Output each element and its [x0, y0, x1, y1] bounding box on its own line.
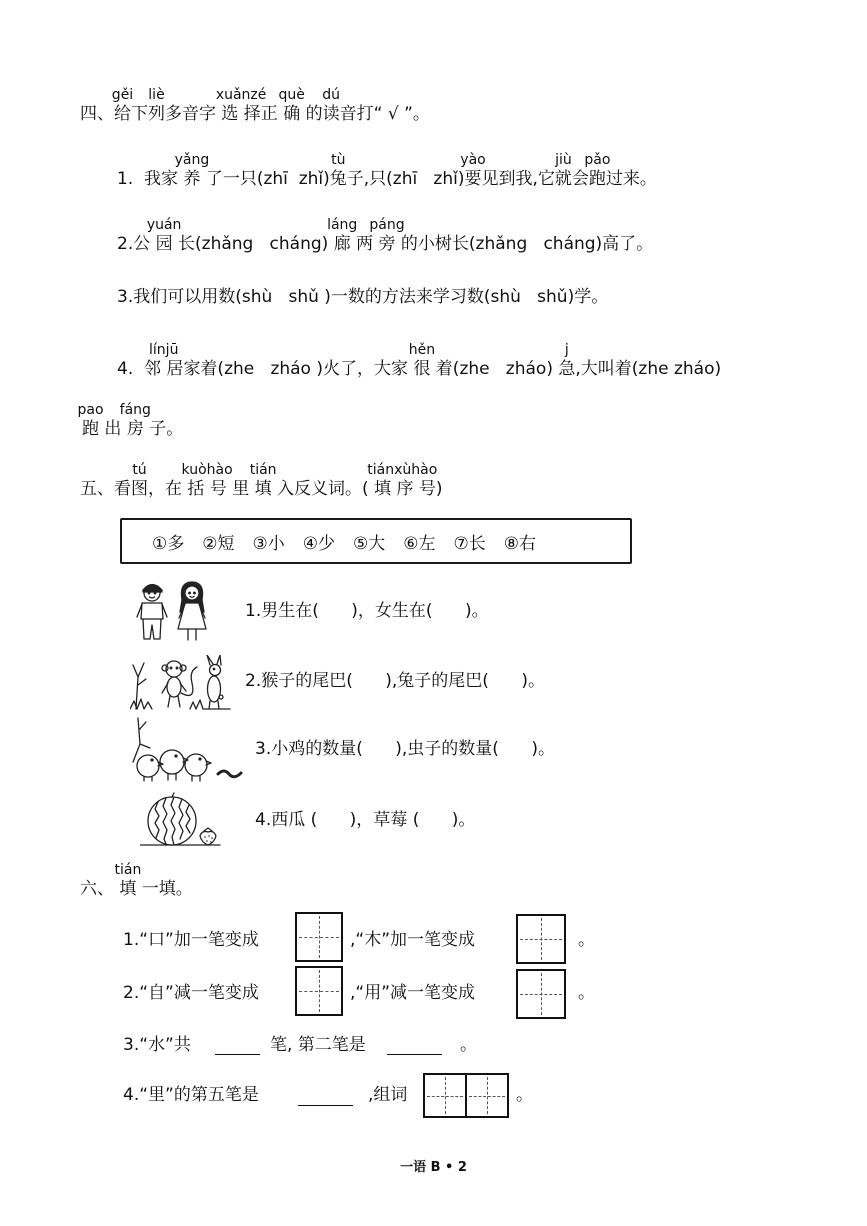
- annotated-character: [367, 462, 438, 499]
- option-2: ②短: [202, 533, 235, 554]
- section-5-item-1: 1.男生在( )，女生在( )。: [245, 601, 489, 621]
- text-segment: 着(zhe zháo): [430, 359, 559, 379]
- text-segment: 了一只(zhī zhǐ): [200, 169, 330, 189]
- character-text: 确: [283, 104, 301, 124]
- option-6: ⑥左: [403, 533, 436, 554]
- character-text: 养: [183, 169, 201, 189]
- text-segment: 3.我们可以用数(shù shǔ )一数的方法来学习数(shù shǔ)学。: [117, 287, 609, 307]
- item-4-prompt-b: ,组词: [368, 1085, 408, 1105]
- text-segment: 长(zhǎng cháng): [172, 234, 334, 254]
- option-4: ④少: [302, 533, 335, 554]
- annotated-character: [77, 402, 104, 439]
- section-5-heading: [80, 462, 443, 499]
- character-text: 跑: [82, 419, 99, 439]
- text-segment: 子。: [143, 419, 184, 439]
- annotated-character: [329, 152, 347, 189]
- character-text: 读: [322, 104, 340, 124]
- pinyin-annotation: tú: [132, 462, 147, 478]
- annotated-character: [181, 462, 233, 499]
- item-1-prompt-b: ,“木”加一笔变成: [350, 930, 476, 950]
- character-text: 旁: [378, 234, 396, 254]
- item-3-prompt-a: 3.“水”共: [123, 1035, 191, 1055]
- pinyin-annotation: tián: [114, 862, 142, 878]
- text-segment: 六、: [80, 879, 120, 899]
- character-text: 要: [464, 169, 482, 189]
- section-4-item-4: [117, 342, 722, 379]
- tianzige-writing-box: [465, 1073, 509, 1118]
- annotated-character: [174, 152, 210, 189]
- pinyin-annotation: yuán: [146, 217, 182, 233]
- section-4-heading: [80, 87, 430, 124]
- pinyin-annotation: tián: [249, 462, 277, 478]
- section-5-item-4: 4.西瓜 ( )，草莓 ( )。: [255, 810, 476, 830]
- text-segment: 出: [99, 419, 127, 439]
- text-segment: ,大叫着(zhe zháo): [575, 359, 722, 379]
- option-1: ①多: [152, 533, 185, 554]
- annotated-character: [114, 862, 142, 899]
- text-segment: 过来。: [605, 169, 657, 189]
- text-segment: 的: [300, 104, 323, 124]
- character-text: 括 号: [187, 479, 227, 499]
- annotated-character: [327, 217, 358, 254]
- tianzige-writing-box: [423, 1073, 467, 1118]
- pinyin-annotation: jiù: [555, 152, 572, 168]
- annotated-character: [119, 402, 151, 439]
- annotated-character: [369, 217, 405, 254]
- answer-blank: [215, 1038, 260, 1055]
- pinyin-annotation: yào: [460, 152, 486, 168]
- item-1-prompt-a: 1.“口”加一笔变成: [123, 930, 259, 950]
- pinyin-annotation: dú: [322, 87, 341, 103]
- text-segment: 一填。: [136, 879, 193, 899]
- pinyin-annotation: páng: [369, 217, 405, 233]
- text-segment: 四、: [80, 104, 114, 124]
- watermelon-strawberry-illustration: [140, 792, 222, 850]
- character-text: 填: [254, 479, 272, 499]
- text-segment: 入反义词。(: [271, 479, 369, 499]
- annotated-character: [278, 87, 305, 124]
- option-8: ⑧右: [503, 533, 536, 554]
- character-text: 急: [558, 359, 576, 379]
- pinyin-annotation: gěi: [111, 87, 134, 103]
- annotated-character: [131, 462, 148, 499]
- pinyin-annotation: tiánxùhào: [367, 462, 438, 478]
- character-text: 房: [126, 419, 144, 439]
- character-text: 邻 居: [144, 359, 184, 379]
- section-4-item-2: [117, 217, 654, 254]
- text-segment: 家着(zhe zháo )火了，大家: [183, 359, 414, 379]
- pinyin-annotation: hěn: [408, 342, 436, 358]
- option-3: ③小: [252, 533, 285, 554]
- text-segment: 正: [260, 104, 284, 124]
- character-text: 填: [119, 879, 137, 899]
- pinyin-annotation: fáng: [119, 402, 151, 418]
- section-4-item-3: [117, 289, 608, 306]
- option-7: ⑦长: [453, 533, 486, 554]
- item-4-prompt-a: 4.“里”的第五笔是: [123, 1085, 259, 1105]
- item-2-prompt-b: ,“用”减一笔变成: [350, 983, 476, 1003]
- annotated-character: [558, 342, 576, 379]
- text-segment: 的小树长(zhǎng cháng)高了。: [395, 234, 654, 254]
- answer-blank: [298, 1089, 353, 1106]
- text-segment: 多音字: [165, 104, 222, 124]
- monkey-rabbit-illustration: [130, 655, 232, 711]
- annotated-character: [554, 152, 572, 189]
- tianzige-writing-box: [516, 914, 566, 964]
- pinyin-annotation: láng: [327, 217, 358, 233]
- item-1-end: 。: [578, 930, 595, 950]
- pinyin-annotation: línjū: [149, 342, 179, 358]
- text-segment: 两: [350, 234, 379, 254]
- item-3-prompt-b: 笔, 第二笔是: [270, 1035, 366, 1055]
- character-text: 很: [413, 359, 431, 379]
- tianzige-writing-box: [295, 966, 343, 1016]
- chicks-worm-illustration: [128, 716, 244, 782]
- character-text: 跑: [588, 169, 606, 189]
- antonym-options-box: [120, 518, 632, 564]
- text-segment: 2.公: [117, 234, 156, 254]
- pinyin-annotation: què: [278, 87, 305, 103]
- pinyin-annotation: pǎo: [584, 152, 611, 168]
- character-text: 给: [114, 104, 131, 124]
- text-segment: ): [435, 479, 443, 499]
- annotated-character: [249, 462, 277, 499]
- pinyin-annotation: yǎng: [174, 152, 210, 168]
- item-2-end: 。: [578, 983, 595, 1003]
- pinyin-annotation: j: [564, 342, 569, 358]
- page-footer: 一语 B • 2: [400, 1160, 467, 1175]
- annotated-character: [584, 152, 611, 189]
- annotated-character: [144, 342, 184, 379]
- character-text: 就: [554, 169, 572, 189]
- text-segment: 子,只(zhī zhǐ): [346, 169, 465, 189]
- text-segment: 1. 我家: [117, 169, 184, 189]
- character-text: 园: [155, 234, 173, 254]
- text-segment: 下: [131, 104, 148, 124]
- pinyin-annotation: xuǎnzé: [215, 87, 267, 103]
- text-segment: 见到我,它: [481, 169, 555, 189]
- option-5: ⑤大: [353, 533, 386, 554]
- text-segment: 里: [226, 479, 255, 499]
- tianzige-writing-box: [516, 969, 566, 1019]
- character-text: 图: [131, 479, 148, 499]
- text-segment: 音打“ √ ”。: [339, 104, 430, 124]
- annotated-character: [408, 342, 436, 379]
- character-text: 廊: [333, 234, 351, 254]
- pinyin-annotation: pao: [77, 402, 104, 418]
- character-text: 列: [148, 104, 165, 124]
- text-segment: 五、看: [80, 479, 131, 499]
- annotated-character: [111, 87, 134, 124]
- section-4-item-4-continued: [77, 402, 184, 439]
- section-5-item-3: 3.小鸡的数量( ),虫子的数量( )。: [255, 739, 555, 759]
- annotated-character: [215, 87, 267, 124]
- boy-girl-illustration: [132, 578, 214, 642]
- annotated-character: [460, 152, 486, 189]
- section-6-heading: [80, 862, 193, 899]
- item-2-prompt-a: 2.“自”减一笔变成: [123, 983, 259, 1003]
- annotated-character: [146, 217, 182, 254]
- character-text: 兔: [329, 169, 347, 189]
- text-segment: 会: [571, 169, 589, 189]
- pinyin-annotation: liè: [148, 87, 165, 103]
- item-3-end: 。: [460, 1035, 477, 1055]
- annotated-character: [322, 87, 341, 124]
- item-4-end: 。: [516, 1085, 533, 1105]
- section-4-item-1: [117, 152, 657, 189]
- text-segment: 4.: [117, 359, 145, 379]
- answer-blank: [387, 1038, 442, 1055]
- section-5-item-2: 2.猴子的尾巴( ),兔子的尾巴( )。: [245, 671, 545, 691]
- pinyin-annotation: kuòhào: [181, 462, 233, 478]
- text-segment: ，在: [148, 479, 188, 499]
- annotated-character: [148, 87, 165, 124]
- pinyin-annotation: tù: [331, 152, 346, 168]
- tianzige-writing-box: [295, 912, 343, 962]
- character-text: 填 序 号: [368, 479, 436, 499]
- character-text: 选 择: [221, 104, 261, 124]
